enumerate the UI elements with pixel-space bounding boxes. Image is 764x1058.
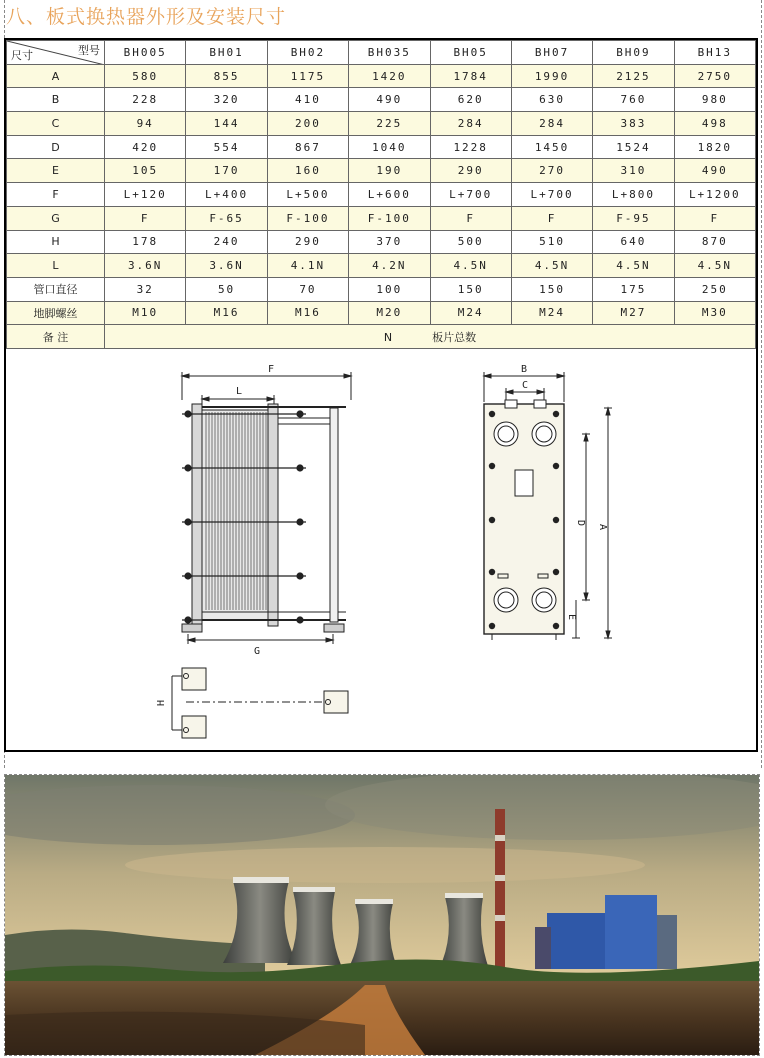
- frame-bolt: [553, 463, 559, 469]
- table-row: [7, 301, 756, 325]
- table-cell: 1820: [674, 135, 755, 159]
- dim-label-c: C: [522, 380, 529, 391]
- foot-detail: [172, 668, 348, 738]
- table-cell: 640: [593, 230, 674, 254]
- row-label-cell: F: [7, 183, 105, 207]
- spec-table: [6, 40, 756, 349]
- table-cell: 50: [186, 277, 267, 301]
- table-cell: 225: [349, 112, 430, 136]
- row-label-cell: C: [7, 112, 105, 136]
- table-header-row: [7, 41, 756, 65]
- table-cell: 250: [674, 277, 755, 301]
- front-view: [484, 372, 612, 640]
- table-cell: 290: [267, 230, 348, 254]
- table-cell: 32: [105, 277, 186, 301]
- table-row: [7, 159, 756, 183]
- table-cell: 580: [105, 64, 186, 88]
- table-cell: F-65: [186, 206, 267, 230]
- table-cell: 370: [349, 230, 430, 254]
- rod-nut: [185, 573, 191, 579]
- model-header-cell: BH13: [674, 41, 755, 65]
- model-header-cell: BH07: [511, 41, 592, 65]
- dim-label-a: A: [597, 524, 608, 531]
- rod-nut: [297, 465, 303, 471]
- table-cell: 4.2N: [349, 254, 430, 278]
- table-corner-cell: [7, 41, 105, 65]
- table-cell: M20: [349, 301, 430, 325]
- table-row: [7, 277, 756, 301]
- table-cell: 490: [349, 88, 430, 112]
- row-label-cell: 地脚螺丝: [7, 301, 105, 325]
- table-cell: 1420: [349, 64, 430, 88]
- frame-bolt: [489, 623, 495, 629]
- row-label-cell: H: [7, 230, 105, 254]
- table-cell: F: [430, 206, 511, 230]
- table-cell: 1040: [349, 135, 430, 159]
- table-cell: 630: [511, 88, 592, 112]
- model-header-cell: BH02: [267, 41, 348, 65]
- model-header-cell: BH09: [593, 41, 674, 65]
- table-cell: 4.5N: [511, 254, 592, 278]
- row-label-cell: B: [7, 88, 105, 112]
- installation-drawing: [6, 358, 756, 750]
- table-cell: 190: [349, 159, 430, 183]
- table-cell: 410: [267, 88, 348, 112]
- table-cell: 2750: [674, 64, 755, 88]
- table-cell: 4.5N: [430, 254, 511, 278]
- table-cell: 284: [430, 112, 511, 136]
- table-cell: 4.5N: [593, 254, 674, 278]
- table-cell: L+500: [267, 183, 348, 207]
- table-cell: 510: [511, 230, 592, 254]
- table-cell: 620: [430, 88, 511, 112]
- rod-nut: [185, 465, 191, 471]
- table-cell: 228: [105, 88, 186, 112]
- frame-bolt: [553, 517, 559, 523]
- dim-label-g: G: [254, 646, 261, 657]
- table-cell: 70: [267, 277, 348, 301]
- frame-bolt: [553, 569, 559, 575]
- table-cell: 105: [105, 159, 186, 183]
- table-cell: 200: [267, 112, 348, 136]
- model-header-cell: BH05: [430, 41, 511, 65]
- frame-bolt: [489, 517, 495, 523]
- table-cell: 150: [430, 277, 511, 301]
- table-cell: M24: [430, 301, 511, 325]
- table-cell: L+700: [430, 183, 511, 207]
- frame-bolt: [553, 411, 559, 417]
- table-row: [7, 230, 756, 254]
- corner-size-label: 尺寸: [11, 48, 33, 62]
- table-cell: 867: [267, 135, 348, 159]
- table-cell: 554: [186, 135, 267, 159]
- rod-nut: [297, 411, 303, 417]
- side-view: [182, 372, 351, 644]
- table-cell: 383: [593, 112, 674, 136]
- table-cell: 3.6N: [186, 254, 267, 278]
- row-label-cell: A: [7, 64, 105, 88]
- table-row: [7, 135, 756, 159]
- model-header-cell: BH005: [105, 41, 186, 65]
- table-cell: 1228: [430, 135, 511, 159]
- remark-cell: [105, 325, 756, 349]
- table-row: [7, 183, 756, 207]
- page-title: 八、板式换热器外形及安装尺寸: [6, 6, 287, 28]
- table-cell: 4.5N: [674, 254, 755, 278]
- frame-bolt: [553, 623, 559, 629]
- table-cell: M10: [105, 301, 186, 325]
- model-header-cell: BH035: [349, 41, 430, 65]
- table-cell: 310: [593, 159, 674, 183]
- table-cell: M24: [511, 301, 592, 325]
- corner-model-label: 型号: [78, 44, 100, 57]
- table-row: [7, 88, 756, 112]
- dim-label-b: B: [521, 364, 528, 375]
- rod-nut: [297, 573, 303, 579]
- table-row: [7, 112, 756, 136]
- dim-label-d: D: [575, 520, 586, 527]
- row-label-cell: 管口直径: [7, 277, 105, 301]
- rod-nut: [185, 519, 191, 525]
- table-cell: 94: [105, 112, 186, 136]
- table-cell: 1990: [511, 64, 592, 88]
- dim-label-h: H: [156, 699, 167, 706]
- table-cell: 1175: [267, 64, 348, 88]
- table-cell: F-95: [593, 206, 674, 230]
- table-cell: 290: [430, 159, 511, 183]
- dim-label-f: F: [268, 364, 275, 375]
- table-cell: 240: [186, 230, 267, 254]
- table-row: [7, 254, 756, 278]
- rod-nut: [297, 519, 303, 525]
- frame-bolt: [489, 411, 495, 417]
- table-cell: F: [105, 206, 186, 230]
- remark-text: 板片总数: [432, 330, 477, 344]
- table-cell: 170: [186, 159, 267, 183]
- table-cell: F: [674, 206, 755, 230]
- table-cell: 1524: [593, 135, 674, 159]
- table-cell: 490: [674, 159, 755, 183]
- table-cell: 3.6N: [105, 254, 186, 278]
- table-cell: M30: [674, 301, 755, 325]
- table-cell: 2125: [593, 64, 674, 88]
- model-header-cell: BH01: [186, 41, 267, 65]
- row-label-cell: G: [7, 206, 105, 230]
- dim-label-l: L: [236, 386, 243, 397]
- dim-label-e: E: [566, 614, 577, 621]
- spec-panel: [4, 38, 758, 752]
- row-label-cell: D: [7, 135, 105, 159]
- table-cell: L+1200: [674, 183, 755, 207]
- table-cell: L+800: [593, 183, 674, 207]
- table-cell: 500: [430, 230, 511, 254]
- rod-nut: [297, 617, 303, 623]
- table-row: [7, 64, 756, 88]
- rod-nut: [185, 411, 191, 417]
- table-cell: 1784: [430, 64, 511, 88]
- row-label-cell: E: [7, 159, 105, 183]
- table-cell: 980: [674, 88, 755, 112]
- table-cell: 150: [511, 277, 592, 301]
- table-cell: 284: [511, 112, 592, 136]
- rod-nut: [185, 617, 191, 623]
- power-plant-photo: [4, 774, 760, 1056]
- table-cell: M16: [186, 301, 267, 325]
- table-cell: 4.1N: [267, 254, 348, 278]
- table-cell: 270: [511, 159, 592, 183]
- table-cell: F-100: [349, 206, 430, 230]
- table-cell: 498: [674, 112, 755, 136]
- table-cell: 178: [105, 230, 186, 254]
- table-cell: 760: [593, 88, 674, 112]
- table-cell: 420: [105, 135, 186, 159]
- table-cell: 160: [267, 159, 348, 183]
- table-cell: 855: [186, 64, 267, 88]
- table-cell: L+600: [349, 183, 430, 207]
- table-cell: L+120: [105, 183, 186, 207]
- table-cell: M16: [267, 301, 348, 325]
- frame-bolt: [489, 569, 495, 575]
- table-cell: 320: [186, 88, 267, 112]
- table-cell: L+400: [186, 183, 267, 207]
- table-cell: 100: [349, 277, 430, 301]
- table-cell: M27: [593, 301, 674, 325]
- remark-n: N: [383, 330, 393, 344]
- table-cell: F-100: [267, 206, 348, 230]
- table-row: [7, 206, 756, 230]
- table-cell: L+700: [511, 183, 592, 207]
- table-cell: 144: [186, 112, 267, 136]
- table-cell: 175: [593, 277, 674, 301]
- table-cell: 1450: [511, 135, 592, 159]
- frame-bolt: [489, 463, 495, 469]
- table-cell: F: [511, 206, 592, 230]
- table-cell: 870: [674, 230, 755, 254]
- remark-row: [7, 325, 756, 349]
- row-label-cell: L: [7, 254, 105, 278]
- remark-label-cell: 备 注: [7, 325, 105, 349]
